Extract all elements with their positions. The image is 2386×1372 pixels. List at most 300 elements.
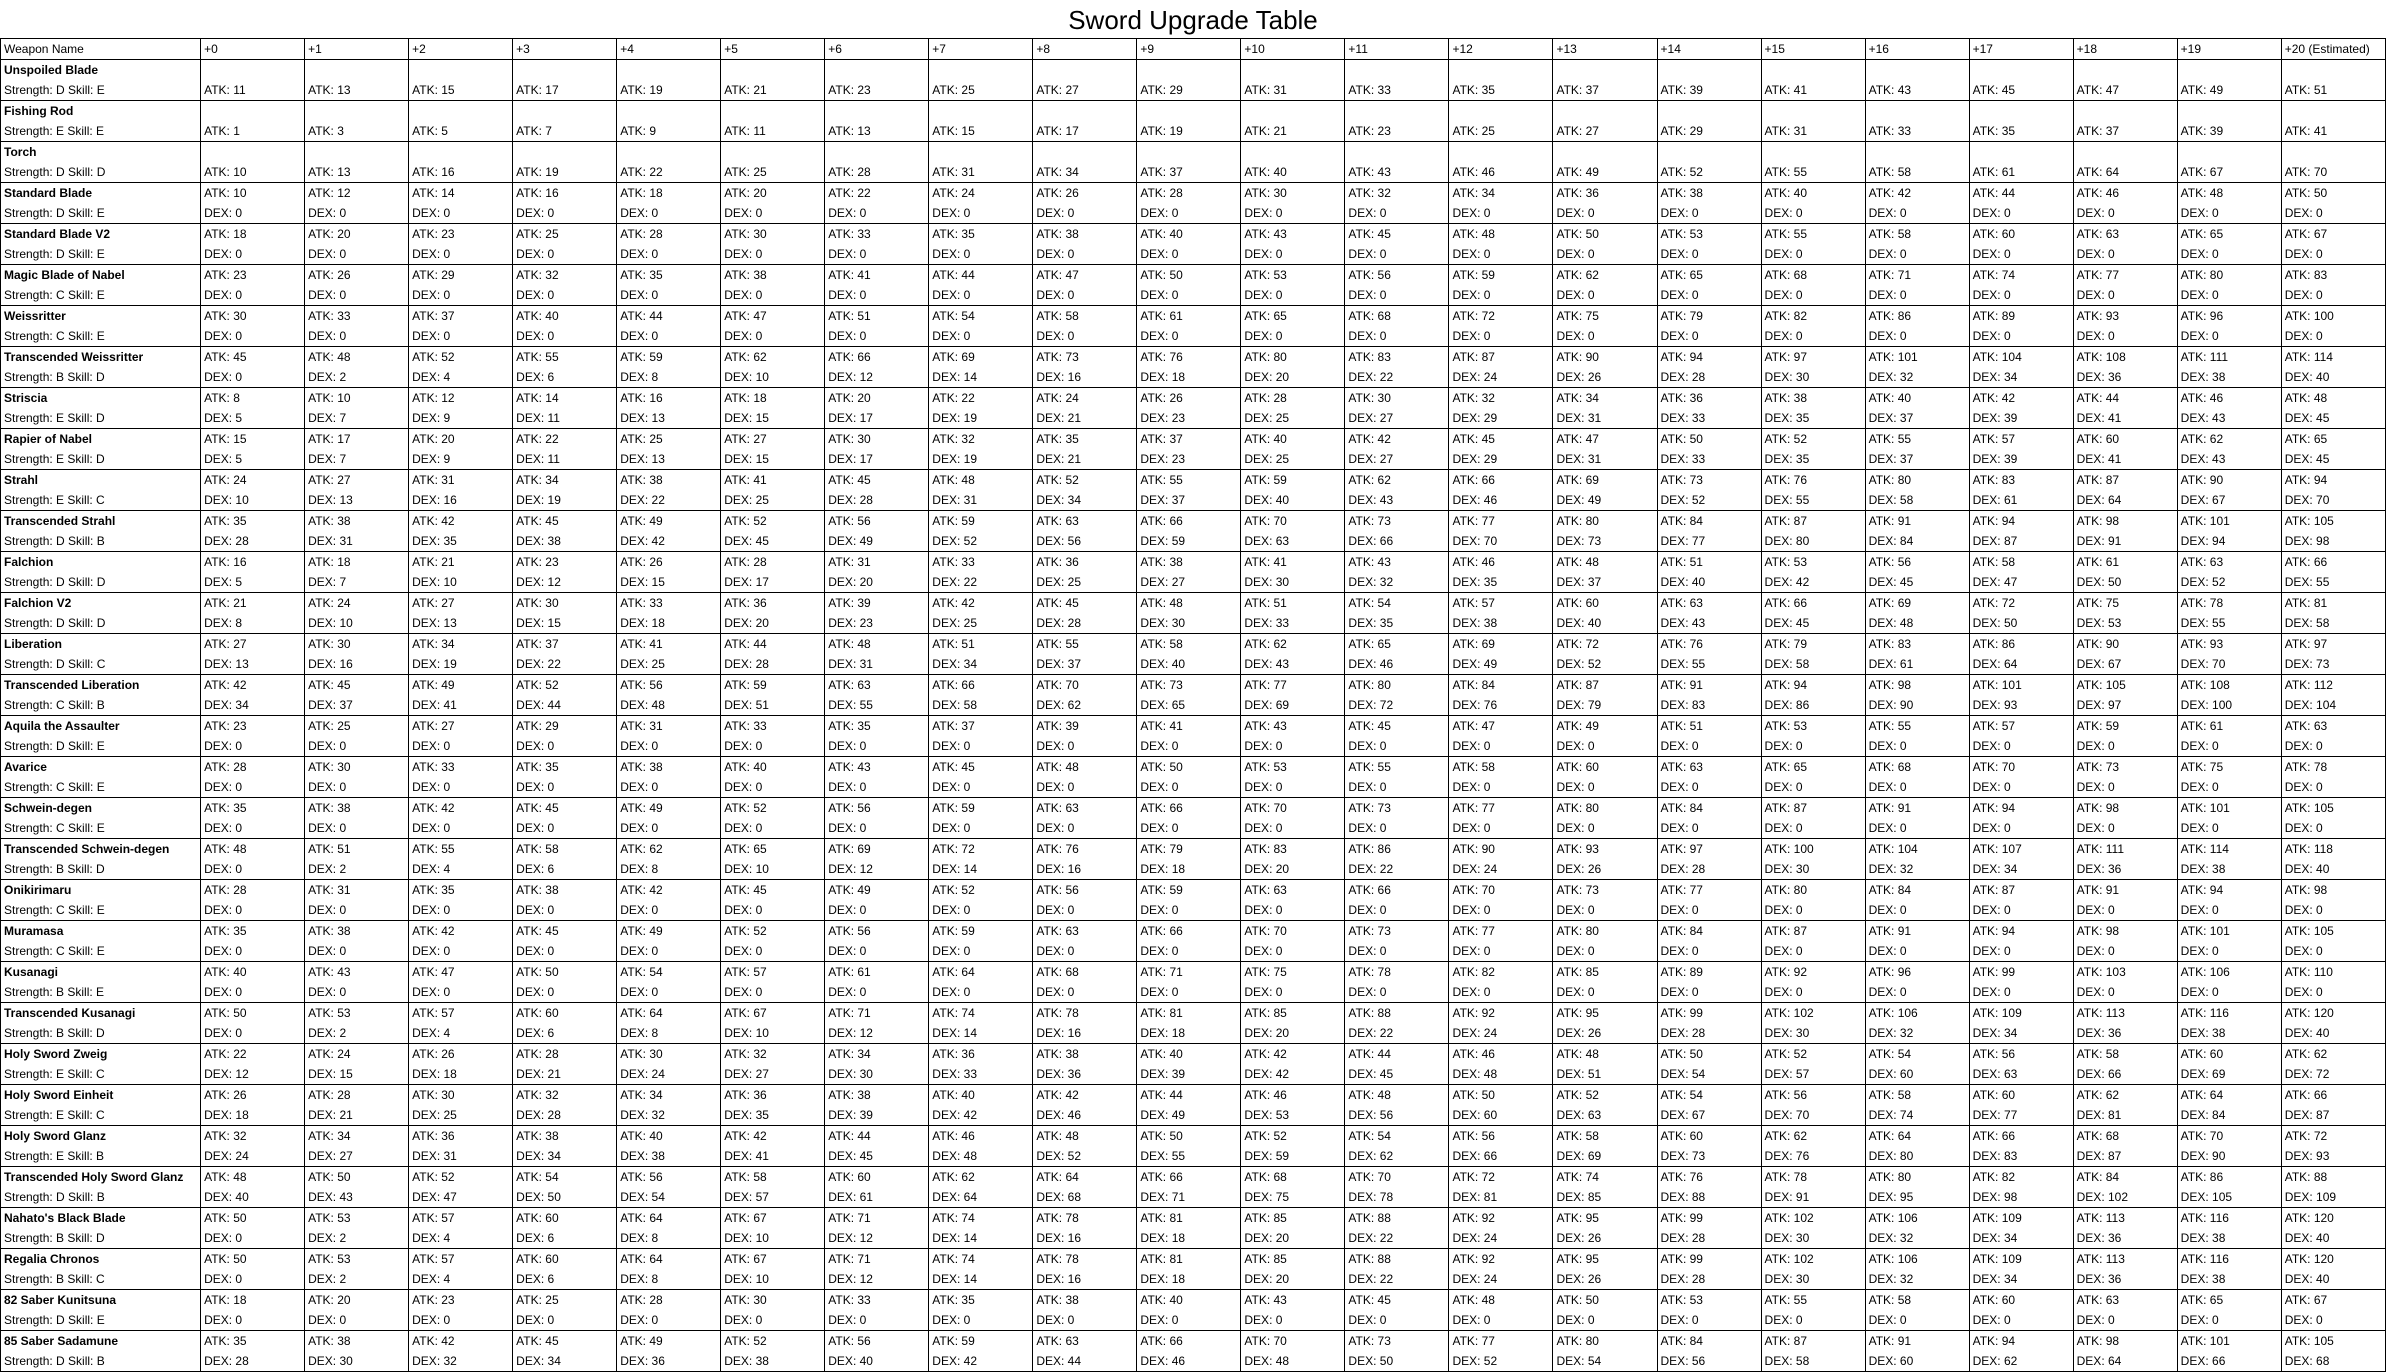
- stat-cell: [1969, 1331, 2073, 1372]
- dex-value: DEX: 32: [412, 1354, 457, 1368]
- stat-cell: [1449, 880, 1553, 921]
- stat-cell: [1033, 921, 1137, 962]
- dex-value: DEX: 0: [1556, 821, 1595, 835]
- atk-value: ATK: 75: [1556, 309, 1599, 323]
- atk-value: ATK: 78: [1764, 1170, 1808, 1184]
- stat-cell: [2177, 1003, 2281, 1044]
- stat-cell: [513, 183, 617, 224]
- blank-line: [1452, 101, 1552, 121]
- blank-line: [1036, 60, 1136, 80]
- atk-value: ATK: 66: [1140, 1170, 1183, 1184]
- dex-value: DEX: 23: [1140, 411, 1186, 425]
- stat-cell: [1345, 1085, 1449, 1126]
- atk-value: ATK: 58: [516, 842, 559, 856]
- stat-cell: [617, 224, 721, 265]
- dex-value: DEX: 55: [828, 698, 873, 712]
- stat-cell: [1345, 347, 1449, 388]
- atk-value: ATK: 17: [308, 432, 351, 446]
- dex-value: DEX: 0: [2076, 944, 2115, 958]
- atk-value: ATK: 35: [932, 1293, 975, 1307]
- dex-value: DEX: 0: [932, 944, 971, 958]
- atk-value: ATK: 60: [2180, 1047, 2224, 1061]
- weapon-cell: [1, 1167, 201, 1208]
- dex-value: DEX: 22: [1348, 1272, 1394, 1286]
- header-level: +5: [721, 39, 825, 60]
- dex-value: DEX: 64: [2076, 493, 2122, 507]
- atk-value: ATK: 100: [2284, 309, 2334, 323]
- dex-value: DEX: 0: [1764, 329, 1803, 343]
- atk-value: ATK: 33: [620, 596, 663, 610]
- atk-value: ATK: 74: [932, 1006, 975, 1020]
- atk-value: ATK: 74: [1556, 1170, 1599, 1184]
- dex-value: DEX: 0: [1972, 1313, 2011, 1327]
- dex-value: DEX: 0: [1348, 903, 1387, 917]
- atk-value: ATK: 66: [1140, 924, 1183, 938]
- atk-value: ATK: 35: [1036, 432, 1079, 446]
- stat-cell: [201, 1044, 305, 1085]
- stat-cell: [1449, 470, 1553, 511]
- atk-value: ATK: 46: [1452, 165, 1495, 179]
- dex-value: DEX: 22: [1348, 1026, 1394, 1040]
- stat-cell: [513, 921, 617, 962]
- stat-cell: [1553, 1085, 1657, 1126]
- dex-value: DEX: 45: [724, 534, 769, 548]
- weapon-scaling: Strength: B Skill: C: [4, 1272, 105, 1286]
- dex-value: DEX: 0: [1764, 780, 1803, 794]
- dex-value: DEX: 0: [1140, 739, 1179, 753]
- atk-value: ATK: 106: [1868, 1252, 1918, 1266]
- atk-value: ATK: 30: [828, 432, 871, 446]
- blank-line: [932, 101, 1032, 121]
- atk-value: ATK: 73: [1556, 883, 1599, 897]
- atk-value: ATK: 99: [1972, 965, 2016, 979]
- stat-cell: [2281, 511, 2385, 552]
- stat-cell: [1761, 142, 1865, 183]
- atk-value: ATK: 73: [1348, 1334, 1391, 1348]
- dex-value: DEX: 18: [620, 616, 665, 630]
- dex-value: DEX: 34: [1972, 1026, 2018, 1040]
- atk-value: ATK: 87: [1452, 350, 1495, 364]
- dex-value: DEX: 30: [1764, 1231, 1810, 1245]
- stat-cell: [2281, 1208, 2385, 1249]
- table-row: [1, 388, 2386, 429]
- atk-value: ATK: 92: [1452, 1252, 1495, 1266]
- dex-value: DEX: 0: [1036, 329, 1075, 343]
- stat-cell: [1241, 1085, 1345, 1126]
- stat-cell: [721, 757, 825, 798]
- atk-value: ATK: 48: [308, 350, 351, 364]
- dex-value: DEX: 0: [1244, 780, 1283, 794]
- dex-value: DEX: 0: [1244, 206, 1283, 220]
- dex-value: DEX: 0: [2284, 1313, 2323, 1327]
- atk-value: ATK: 59: [932, 1334, 975, 1348]
- stat-cell: [1449, 634, 1553, 675]
- atk-value: ATK: 52: [724, 801, 767, 815]
- atk-value: ATK: 86: [1972, 637, 2016, 651]
- dex-value: DEX: 67: [1660, 1108, 1706, 1122]
- dex-value: DEX: 33: [1244, 616, 1290, 630]
- stat-cell: [513, 1331, 617, 1372]
- atk-value: ATK: 31: [308, 883, 351, 897]
- stat-cell: [1033, 1208, 1137, 1249]
- stat-cell: [1969, 1167, 2073, 1208]
- atk-value: ATK: 80: [1348, 678, 1391, 692]
- atk-value: ATK: 38: [516, 1129, 559, 1143]
- atk-value: ATK: 91: [1660, 678, 1703, 692]
- atk-value: ATK: 42: [1868, 186, 1912, 200]
- dex-value: DEX: 30: [1764, 862, 1810, 876]
- atk-value: ATK: 76: [1660, 1170, 1703, 1184]
- atk-value: ATK: 102: [1764, 1006, 1814, 1020]
- weapon-cell: [1, 142, 201, 183]
- atk-value: ATK: 58: [1868, 227, 1912, 241]
- dex-value: DEX: 30: [1764, 370, 1810, 384]
- dex-value: DEX: 46: [1140, 1354, 1186, 1368]
- stat-cell: [1865, 142, 1969, 183]
- atk-value: ATK: 45: [932, 760, 975, 774]
- stat-cell: [305, 183, 409, 224]
- atk-value: ATK: 55: [1868, 719, 1912, 733]
- atk-value: ATK: 52: [1660, 165, 1703, 179]
- dex-value: DEX: 0: [2180, 944, 2219, 958]
- atk-value: ATK: 57: [1972, 719, 2016, 733]
- atk-value: ATK: 71: [828, 1252, 871, 1266]
- atk-value: ATK: 67: [2180, 165, 2224, 179]
- stat-cell: [1137, 265, 1241, 306]
- dex-value: DEX: 0: [932, 821, 971, 835]
- stat-cell: [721, 101, 825, 142]
- atk-value: ATK: 80: [1556, 801, 1599, 815]
- stat-cell: [1345, 1167, 1449, 1208]
- stat-cell: [409, 921, 513, 962]
- blank-line: [1869, 60, 1969, 80]
- atk-value: ATK: 31: [828, 555, 871, 569]
- dex-value: DEX: 72: [2284, 1067, 2330, 1081]
- stat-cell: [1657, 716, 1761, 757]
- weapon-cell: [1, 593, 201, 634]
- stat-cell: [2281, 880, 2385, 921]
- dex-value: DEX: 12: [516, 575, 561, 589]
- stat-cell: [1657, 880, 1761, 921]
- stat-cell: [1553, 1003, 1657, 1044]
- atk-value: ATK: 57: [412, 1006, 455, 1020]
- dex-value: DEX: 25: [412, 1108, 457, 1122]
- stat-cell: [617, 552, 721, 593]
- stat-cell: [2177, 593, 2281, 634]
- stat-cell: [409, 1249, 513, 1290]
- stat-cell: [2281, 552, 2385, 593]
- stat-cell: [2073, 880, 2177, 921]
- dex-value: DEX: 93: [2284, 1149, 2330, 1163]
- stat-cell: [721, 1167, 825, 1208]
- stat-cell: [2073, 1208, 2177, 1249]
- stat-cell: [513, 1249, 617, 1290]
- stat-cell: [1969, 1126, 2073, 1167]
- dex-value: DEX: 0: [2180, 780, 2219, 794]
- atk-value: ATK: 73: [1660, 473, 1703, 487]
- atk-value: ATK: 45: [1348, 227, 1391, 241]
- dex-value: DEX: 0: [2180, 821, 2219, 835]
- atk-value: ATK: 35: [1972, 124, 2016, 138]
- atk-value: ATK: 27: [308, 473, 351, 487]
- stat-cell: [513, 1126, 617, 1167]
- atk-value: ATK: 30: [516, 596, 559, 610]
- atk-value: ATK: 48: [2180, 186, 2224, 200]
- dex-value: DEX: 0: [204, 1231, 243, 1245]
- dex-value: DEX: 0: [2076, 247, 2115, 261]
- stat-cell: [2281, 101, 2385, 142]
- dex-value: DEX: 48: [620, 698, 665, 712]
- atk-value: ATK: 58: [1036, 309, 1079, 323]
- stat-cell: [1657, 60, 1761, 101]
- weapon-cell: [1, 880, 201, 921]
- stat-cell: [1969, 1249, 2073, 1290]
- dex-value: DEX: 16: [1036, 1231, 1082, 1245]
- atk-value: ATK: 62: [932, 1170, 975, 1184]
- atk-value: ATK: 61: [1140, 309, 1183, 323]
- dex-value: DEX: 55: [1140, 1149, 1186, 1163]
- stat-cell: [1345, 1044, 1449, 1085]
- stat-cell: [409, 224, 513, 265]
- stat-cell: [409, 839, 513, 880]
- atk-value: ATK: 70: [2180, 1129, 2224, 1143]
- atk-value: ATK: 56: [1036, 883, 1079, 897]
- atk-value: ATK: 45: [1452, 432, 1495, 446]
- dex-value: DEX: 40: [1660, 575, 1706, 589]
- atk-value: ATK: 38: [308, 801, 351, 815]
- dex-value: DEX: 0: [1452, 288, 1491, 302]
- dex-value: DEX: 35: [1348, 616, 1394, 630]
- dex-value: DEX: 43: [2180, 411, 2226, 425]
- dex-value: DEX: 36: [2076, 370, 2122, 384]
- stat-cell: [929, 675, 1033, 716]
- stat-cell: [1865, 388, 1969, 429]
- stat-cell: [825, 1167, 929, 1208]
- dex-value: DEX: 17: [828, 411, 873, 425]
- blank-line: [1661, 101, 1761, 121]
- dex-value: DEX: 45: [1348, 1067, 1394, 1081]
- dex-value: DEX: 81: [1452, 1190, 1498, 1204]
- dex-value: DEX: 0: [308, 329, 347, 343]
- atk-value: ATK: 58: [1868, 165, 1912, 179]
- dex-value: DEX: 16: [1036, 862, 1082, 876]
- stat-cell: [825, 347, 929, 388]
- atk-value: ATK: 103: [2076, 965, 2126, 979]
- atk-value: ATK: 44: [2076, 391, 2120, 405]
- dex-value: DEX: 63: [1556, 1108, 1602, 1122]
- stat-cell: [1969, 634, 2073, 675]
- stat-cell: [2073, 962, 2177, 1003]
- dex-value: DEX: 0: [1972, 739, 2011, 753]
- atk-value: ATK: 78: [1348, 965, 1391, 979]
- stat-cell: [305, 880, 409, 921]
- stat-cell: [2177, 429, 2281, 470]
- dex-value: DEX: 0: [204, 247, 243, 261]
- dex-value: DEX: 8: [620, 1231, 659, 1245]
- atk-value: ATK: 114: [2284, 350, 2333, 364]
- atk-value: ATK: 78: [1036, 1252, 1079, 1266]
- weapon-scaling: Strength: C Skill: B: [4, 698, 105, 712]
- atk-value: ATK: 69: [1556, 473, 1599, 487]
- atk-value: ATK: 18: [620, 186, 663, 200]
- blank-line: [724, 60, 824, 80]
- atk-value: ATK: 23: [204, 719, 247, 733]
- atk-value: ATK: 73: [1348, 801, 1391, 815]
- dex-value: DEX: 58: [1764, 1354, 1810, 1368]
- stat-cell: [1449, 716, 1553, 757]
- atk-value: ATK: 92: [1764, 965, 1808, 979]
- atk-value: ATK: 48: [1556, 1047, 1599, 1061]
- atk-value: ATK: 42: [412, 801, 455, 815]
- dex-value: DEX: 0: [308, 247, 347, 261]
- atk-value: ATK: 41: [1244, 555, 1287, 569]
- stat-cell: [617, 511, 721, 552]
- atk-value: ATK: 58: [724, 1170, 767, 1184]
- blank-line: [2077, 101, 2177, 121]
- stat-cell: [1137, 1208, 1241, 1249]
- atk-value: ATK: 84: [1868, 883, 1912, 897]
- atk-value: ATK: 100: [1764, 842, 1814, 856]
- dex-value: DEX: 0: [1036, 780, 1075, 794]
- dex-value: DEX: 43: [1244, 657, 1290, 671]
- dex-value: DEX: 60: [1868, 1354, 1914, 1368]
- dex-value: DEX: 0: [932, 206, 971, 220]
- dex-value: DEX: 42: [620, 534, 665, 548]
- weapon-name: Liberation: [4, 637, 63, 651]
- dex-value: DEX: 31: [932, 493, 977, 507]
- dex-value: DEX: 0: [204, 1272, 243, 1286]
- atk-value: ATK: 52: [1244, 1129, 1287, 1143]
- stat-cell: [1969, 716, 2073, 757]
- dex-value: DEX: 28: [1660, 370, 1706, 384]
- atk-value: ATK: 59: [932, 924, 975, 938]
- dex-value: DEX: 0: [1660, 288, 1699, 302]
- dex-value: DEX: 32: [1868, 370, 1914, 384]
- stat-cell: [513, 757, 617, 798]
- table-body: [1, 60, 2386, 1372]
- dex-value: DEX: 28: [1036, 616, 1082, 630]
- atk-value: ATK: 43: [1348, 165, 1391, 179]
- dex-value: DEX: 45: [2284, 452, 2330, 466]
- stat-cell: [2177, 1331, 2281, 1372]
- stat-cell: [201, 60, 305, 101]
- atk-value: ATK: 47: [1452, 719, 1495, 733]
- stat-cell: [201, 1249, 305, 1290]
- dex-value: DEX: 0: [1244, 247, 1283, 261]
- dex-value: DEX: 0: [1036, 247, 1075, 261]
- atk-value: ATK: 88: [1348, 1006, 1391, 1020]
- atk-value: ATK: 69: [1868, 596, 1912, 610]
- atk-value: ATK: 48: [1140, 596, 1183, 610]
- dex-value: DEX: 49: [828, 534, 873, 548]
- stat-cell: [305, 634, 409, 675]
- stat-cell: [929, 1331, 1033, 1372]
- atk-value: ATK: 10: [204, 165, 247, 179]
- atk-value: ATK: 89: [1972, 309, 2016, 323]
- atk-value: ATK: 85: [1244, 1006, 1287, 1020]
- atk-value: ATK: 86: [2180, 1170, 2224, 1184]
- dex-value: DEX: 0: [1556, 1313, 1595, 1327]
- dex-value: DEX: 0: [1244, 329, 1283, 343]
- atk-value: ATK: 50: [308, 1170, 351, 1184]
- stat-cell: [617, 675, 721, 716]
- atk-value: ATK: 50: [1556, 227, 1599, 241]
- stat-cell: [2177, 224, 2281, 265]
- dex-value: DEX: 0: [1868, 985, 1907, 999]
- dex-value: DEX: 24: [204, 1149, 249, 1163]
- table-row: [1, 306, 2386, 347]
- atk-value: ATK: 76: [1140, 350, 1183, 364]
- stat-cell: [2073, 757, 2177, 798]
- header-level: +19: [2177, 39, 2281, 60]
- dex-value: DEX: 36: [620, 1354, 665, 1368]
- atk-value: ATK: 41: [1140, 719, 1183, 733]
- dex-value: DEX: 0: [1452, 944, 1491, 958]
- dex-value: DEX: 34: [516, 1354, 561, 1368]
- stat-cell: [2177, 880, 2281, 921]
- dex-value: DEX: 15: [308, 1067, 353, 1081]
- dex-value: DEX: 37: [1036, 657, 1082, 671]
- stat-cell: [201, 1126, 305, 1167]
- dex-value: DEX: 49: [1140, 1108, 1186, 1122]
- atk-value: ATK: 37: [1140, 432, 1183, 446]
- blank-line: [1348, 142, 1448, 162]
- blank-line: [828, 101, 928, 121]
- blank-line: [932, 142, 1032, 162]
- stat-cell: [825, 675, 929, 716]
- stat-cell: [825, 429, 929, 470]
- atk-value: ATK: 53: [1244, 760, 1287, 774]
- atk-value: ATK: 74: [932, 1211, 975, 1225]
- blank-line: [204, 60, 304, 80]
- weapon-name: Onikirimaru: [4, 883, 72, 897]
- stat-cell: [1657, 1331, 1761, 1372]
- stat-cell: [1761, 60, 1865, 101]
- blank-line: [620, 60, 720, 80]
- stat-cell: [929, 1044, 1033, 1085]
- atk-value: ATK: 30: [724, 227, 767, 241]
- atk-value: ATK: 58: [1140, 637, 1183, 651]
- atk-value: ATK: 113: [2076, 1211, 2125, 1225]
- atk-value: ATK: 84: [1452, 678, 1495, 692]
- dex-value: DEX: 0: [1452, 903, 1491, 917]
- stat-cell: [721, 839, 825, 880]
- dex-value: DEX: 0: [1556, 247, 1595, 261]
- atk-value: ATK: 42: [412, 924, 455, 938]
- weapon-name: Kusanagi: [4, 965, 59, 979]
- dex-value: DEX: 5: [204, 411, 243, 425]
- atk-value: ATK: 105: [2076, 678, 2126, 692]
- stat-cell: [305, 347, 409, 388]
- dex-value: DEX: 59: [1140, 534, 1186, 548]
- atk-value: ATK: 81: [2284, 596, 2328, 610]
- dex-value: DEX: 50: [1348, 1354, 1394, 1368]
- stat-cell: [1865, 265, 1969, 306]
- atk-value: ATK: 66: [1452, 473, 1495, 487]
- dex-value: DEX: 0: [1660, 329, 1699, 343]
- atk-value: ATK: 63: [1660, 760, 1703, 774]
- atk-value: ATK: 91: [1868, 1334, 1912, 1348]
- stat-cell: [2073, 716, 2177, 757]
- dex-value: DEX: 0: [828, 247, 867, 261]
- dex-value: DEX: 0: [2284, 903, 2323, 917]
- header-level: +12: [1449, 39, 1553, 60]
- atk-value: ATK: 54: [1868, 1047, 1912, 1061]
- stat-cell: [1449, 798, 1553, 839]
- atk-value: ATK: 64: [1036, 1170, 1079, 1184]
- atk-value: ATK: 49: [2180, 83, 2224, 97]
- atk-value: ATK: 52: [412, 1170, 455, 1184]
